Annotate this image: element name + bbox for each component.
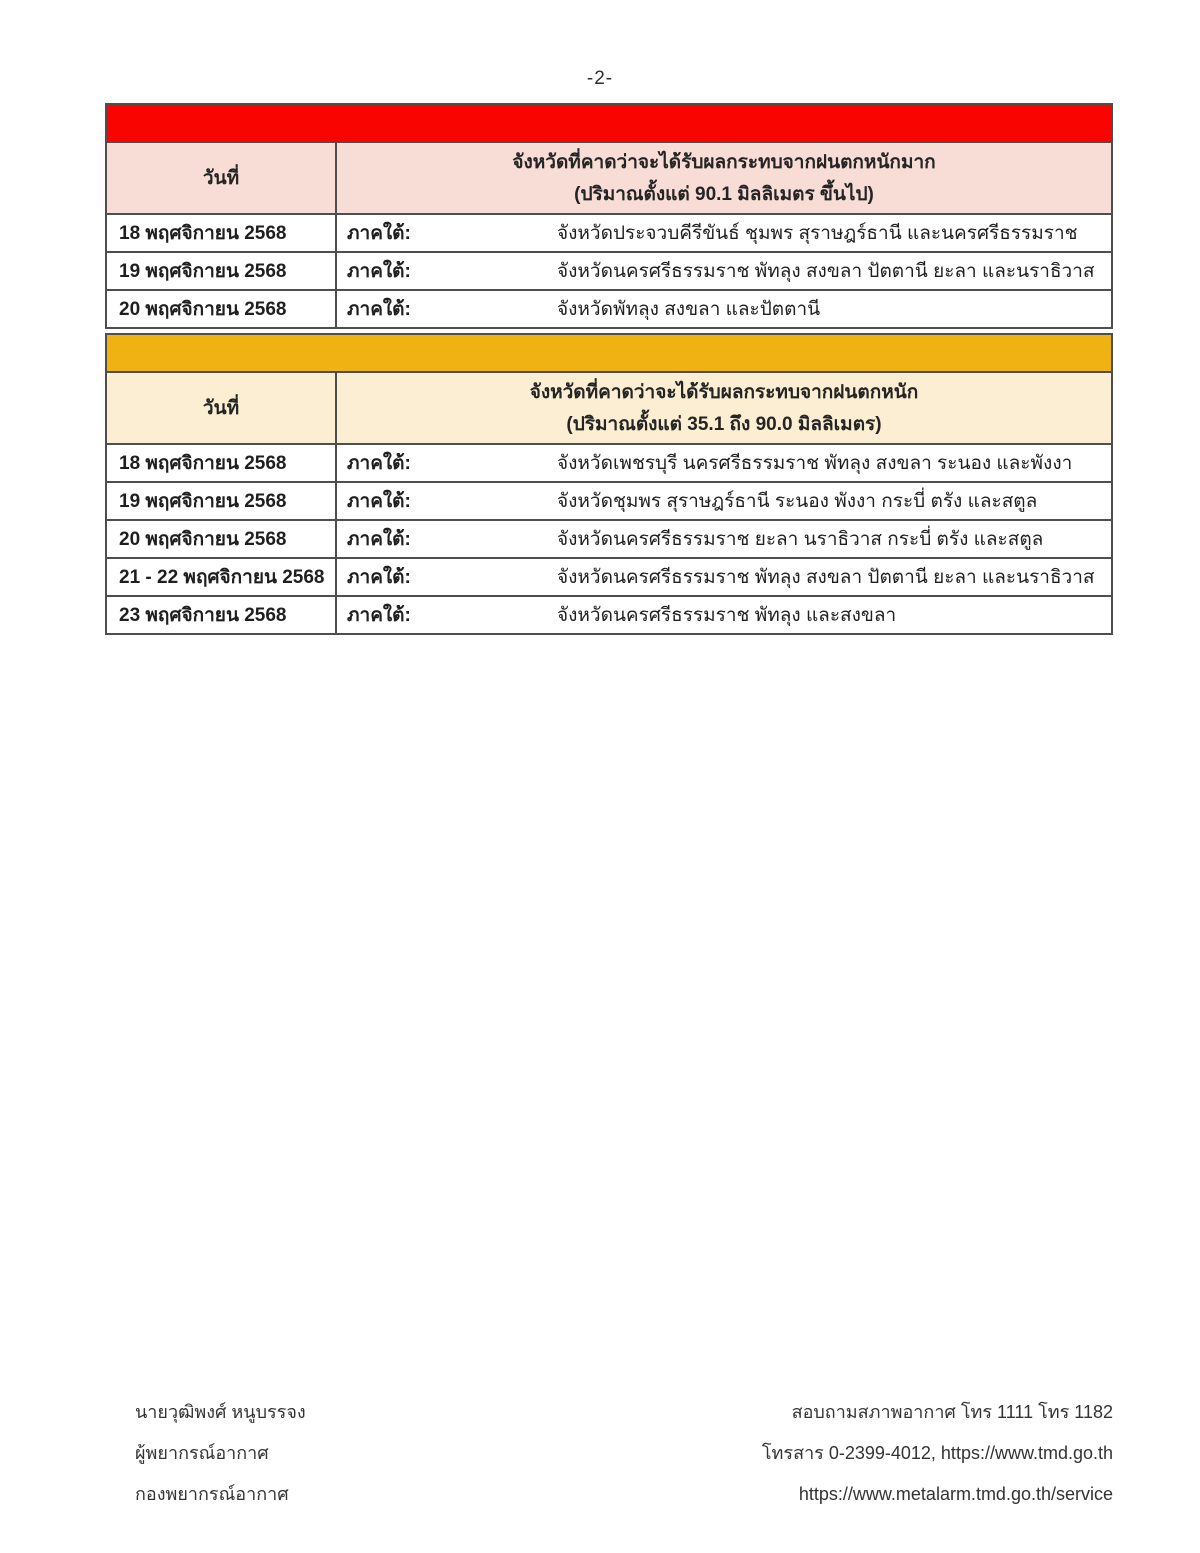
- date-column-header: วันที่: [106, 372, 336, 444]
- date-cell: 19 พฤศจิกายน 2568: [106, 252, 336, 290]
- table-row: [106, 596, 1112, 634]
- provinces-text: จังหวัดนครศรีธรรมราช พัทลุง สงขลา ปัตตานี ยะลา และนราธิวาส: [557, 567, 1095, 588]
- region-label: ภาคใต้:: [347, 567, 411, 588]
- region-label: ภาคใต้:: [347, 223, 411, 244]
- date-cell: 20 พฤศจิกายน 2568: [106, 520, 336, 558]
- date-cell: 18 พฤศจิกายน 2568: [106, 214, 336, 252]
- region-label: ภาคใต้:: [347, 605, 411, 626]
- gold-banner-bar: [106, 334, 1112, 372]
- provinces-text: จังหวัดพัทลุง สงขลา และปัตตานี: [557, 299, 821, 320]
- contact-phone-line: สอบถามสภาพอากาศ โทร 1111 โทร 1182: [791, 1402, 1113, 1422]
- region-label: ภาคใต้:: [347, 299, 411, 320]
- region-label: ภาคใต้:: [347, 453, 411, 474]
- date-cell: 20 พฤศจิกายน 2568: [106, 290, 336, 328]
- forecaster-signature-block: [135, 1392, 306, 1515]
- table-row: [106, 520, 1112, 558]
- red-banner-bar: [106, 104, 1112, 142]
- impact-cell: [336, 596, 1112, 634]
- metalarm-url-line: https://www.metalarm.tmd.go.th/service: [798, 1484, 1113, 1504]
- table-row: [106, 214, 1112, 252]
- heavy-rain-header-row: [106, 372, 1112, 444]
- heavy-rain-banner: [106, 334, 1112, 372]
- impact-column-header: [336, 372, 1112, 444]
- contact-fax-website-line: โทรสาร 0-2399-4012, https://www.tmd.go.th: [761, 1443, 1113, 1463]
- impact-cell: [336, 252, 1112, 290]
- provinces-text: จังหวัดชุมพร สุราษฎร์ธานี ระนอง พังงา กระบี่ ตรัง และสตูล: [557, 491, 1038, 512]
- impact-column-header: [336, 142, 1112, 214]
- impact-cell: [336, 290, 1112, 328]
- page-number: -2-: [586, 68, 614, 89]
- provinces-text: จังหวัดนครศรีธรรมราช พัทลุง และสงขลา: [557, 605, 897, 626]
- date-cell: 23 พฤศจิกายน 2568: [106, 596, 336, 634]
- impact-header-line2: (ปริมาณตั้งแต่ 90.1 มิลลิเมตร ขึ้นไป): [574, 184, 874, 205]
- provinces-text: จังหวัดเพชรบุรี นครศรีธรรมราช พัทลุง สงขลา ระนอง และพังงา: [557, 453, 1073, 474]
- date-cell: 18 พฤศจิกายน 2568: [106, 444, 336, 482]
- region-label: ภาคใต้:: [347, 491, 411, 512]
- impact-cell: [336, 214, 1112, 252]
- table-row: [106, 252, 1112, 290]
- table-row: [106, 444, 1112, 482]
- forecaster-name: นายวุฒิพงศ์ หนูบรรจง: [135, 1402, 306, 1422]
- impact-cell: [336, 520, 1112, 558]
- impact-cell: [336, 482, 1112, 520]
- table-row: [106, 558, 1112, 596]
- impact-header-line2: (ปริมาณตั้งแต่ 35.1 ถึง 90.0 มิลลิเมตร): [566, 414, 882, 435]
- forecaster-title: ผู้พยากรณ์อากาศ: [135, 1443, 269, 1463]
- date-column-header: วันที่: [106, 142, 336, 214]
- provinces-text: จังหวัดนครศรีธรรมราช ยะลา นราธิวาส กระบี่ ตรัง และสตูล: [557, 529, 1044, 550]
- provinces-text: จังหวัดประจวบคีรีขันธ์ ชุมพร สุราษฎร์ธานี และนครศรีธรรมราช: [557, 223, 1078, 244]
- forecaster-division: กองพยากรณ์อากาศ: [135, 1484, 289, 1504]
- impact-header-line1: จังหวัดที่คาดว่าจะได้รับผลกระทบจากฝนตกหนักมาก: [512, 152, 936, 173]
- very-heavy-rain-header-row: [106, 142, 1112, 214]
- impact-header-line1: จังหวัดที่คาดว่าจะได้รับผลกระทบจากฝนตกหนัก: [529, 382, 919, 403]
- region-label: ภาคใต้:: [347, 529, 411, 550]
- table-row: [106, 482, 1112, 520]
- very-heavy-rain-table: [105, 103, 1113, 329]
- alert-tables-container: [105, 103, 1113, 639]
- impact-cell: [336, 444, 1112, 482]
- contact-info-block: [762, 1392, 1113, 1515]
- date-cell: 21 - 22 พฤศจิกายน 2568: [106, 558, 336, 596]
- very-heavy-rain-banner: [106, 104, 1112, 142]
- region-label: ภาคใต้:: [347, 261, 411, 282]
- table-row: [106, 290, 1112, 328]
- impact-cell: [336, 558, 1112, 596]
- heavy-rain-table: [105, 333, 1113, 635]
- date-cell: 19 พฤศจิกายน 2568: [106, 482, 336, 520]
- provinces-text: จังหวัดนครศรีธรรมราช พัทลุง สงขลา ปัตตานี ยะลา และนราธิวาส: [557, 261, 1095, 282]
